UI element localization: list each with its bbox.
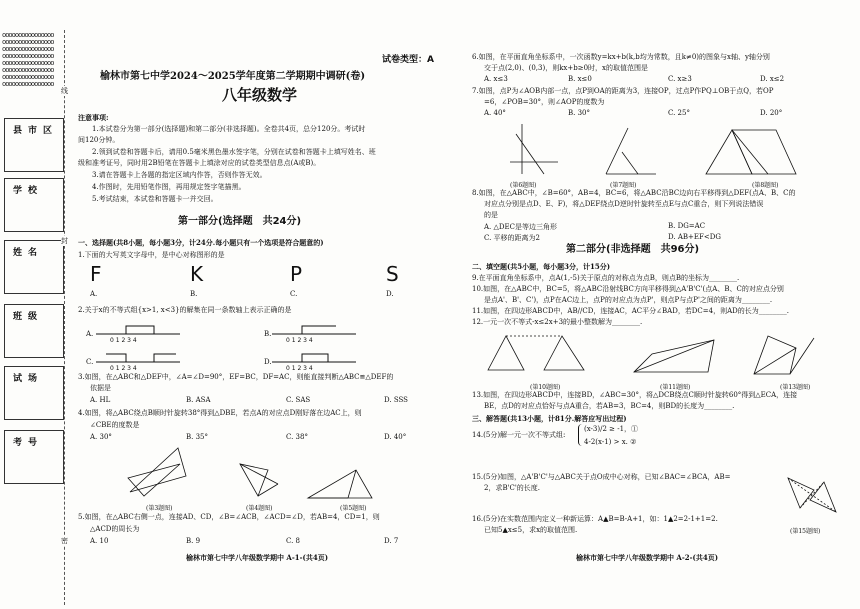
option-c[interactable]: C. 8	[286, 537, 301, 545]
figure-caption: (第8题图)	[752, 182, 779, 189]
field-room[interactable]	[4, 366, 64, 420]
note-line: 级和准考证号，同时用2B铅笔在答题卡上填涂对应的试卷类型信息点(A或B)。	[78, 159, 321, 167]
option-b[interactable]: B. 9	[186, 537, 201, 545]
binding-mark: 封	[61, 237, 68, 245]
question-1: 1.下面的大写英文字母中，是中心对称图形的是	[78, 251, 225, 259]
question-6: 6.如图，在平面直角坐标系中，一次函数y=kx+b(k,b均为常数，且k≠0)的图象与x轴、y轴分别	[472, 53, 770, 61]
question-15: 15.(5分)如图，△A'B'C'与△ABC关于点O成中心对称，已知∠BAC=∠BCA，AB=	[472, 473, 731, 481]
figure-caption: (第11题图)	[660, 384, 691, 391]
question-5-cont: △ACD的周长为	[90, 525, 140, 533]
page-footer: 榆林市第七中学八年级数学期中 A-2-(共4页)	[576, 553, 719, 562]
option-c[interactable]: C.	[86, 358, 94, 366]
section-intro: 三、解答题(共13小题，计81分.解答应写出过程)	[472, 414, 627, 423]
section-intro: 一、选择题(共8小题，每小题3分，计24分.每小题只有一个选项是符合题意的)	[78, 238, 324, 247]
question-9: 9.在平面直角坐标系中，点A(1,-5)关于原点的对称点为点B，则点B的坐标为________.	[472, 274, 740, 282]
option-d[interactable]: D.	[264, 358, 272, 366]
question-6-cont: 交于点(2,0)、(0,3)，则kx+b≥0时，x的取值范围是	[484, 64, 648, 72]
question-5: 5.如图，在△ABC右侧一点，连接AD、CD，∠B=∠ACB，∠ACD=∠D，若AB=4，CD=1，则	[78, 513, 380, 521]
question-16-cont: 已知5▲x≤5，求x的取值范围.	[484, 526, 578, 534]
field-label: 学校	[13, 186, 44, 196]
figures-6-7-8	[506, 122, 826, 178]
question-8-cont: 的是	[484, 211, 498, 219]
field-county[interactable]	[4, 118, 64, 172]
axis-ticks: 0 1 2 3 4	[286, 365, 313, 372]
option-c[interactable]: C. SAS	[286, 396, 311, 404]
note-line: 4.作图时，先用铅笔作图，再用规定签字笔描黑。	[92, 183, 246, 191]
option-d[interactable]: D. AB+EF<DG	[668, 233, 721, 241]
note-line: 5.考试结束，本试卷和答题卡一并交回。	[92, 195, 218, 203]
option-b[interactable]: B. 35°	[186, 433, 209, 441]
field-label: 姓名	[13, 248, 44, 258]
note-line: 2.领到试卷和答题卡后，请用0.5毫米黑色墨水签字笔，分别在试卷和答题卡上填写姓名、班	[92, 148, 376, 156]
letter-f: F	[90, 262, 102, 286]
question-4: 4.如图，将△ABC绕点B顺时针旋转38°得到△DBE，若点A的对应点D刚好落在边AC上，则	[78, 409, 362, 417]
option-d[interactable]: D. SSS	[384, 396, 408, 404]
question-7: 7.如图，点P为∠AOB内部一点，点P到OA的距离为3，连接OP，过点P作PQ⊥OB于点Q，若OP	[472, 87, 774, 95]
subject-title: 八年级数学	[222, 86, 298, 104]
option-c[interactable]: C. 平移的距离为2	[484, 234, 541, 242]
brace	[578, 424, 583, 446]
part1-title: 第一部分(选择题 共24分)	[178, 216, 302, 227]
question-3-cont: 依据是	[90, 384, 111, 392]
option-a[interactable]: A.	[90, 290, 98, 298]
page-footer: 榆林市第七中学八年级数学期中 A-1-(共4页)	[186, 553, 329, 562]
option-a[interactable]: A.	[86, 330, 94, 338]
option-b[interactable]: B. DG=AC	[668, 222, 706, 230]
binding-mark: 线	[61, 87, 68, 95]
axis-ticks: 0 1 2 3 4	[110, 337, 137, 344]
letter-k: K	[190, 262, 204, 286]
inequality-1: (x-3)/2 ≥ -1，①	[584, 425, 639, 433]
question-3: 3.如图，在△ABC和△DEF中，∠A=∠D=90°，EF=BC，DF=AC，则能直接判断△ABC≌△DEF的	[78, 373, 394, 381]
option-a[interactable]: A. △DEC是等边三角形	[484, 223, 557, 231]
option-b[interactable]: B.	[264, 330, 272, 338]
section-intro: 二、填空题(共5小题，每小题3分，计15分)	[472, 262, 611, 271]
question-10-cont: 是点A'、B'、C')，点P在AC边上，点P的对应点为点P'，则点P与点P'之间的距离为________.	[484, 296, 773, 304]
inequality-2: 4-2(x-1) > x. ②	[584, 438, 637, 446]
number-lines-figure	[96, 320, 526, 380]
option-b[interactable]: B. ASA	[186, 396, 211, 404]
figure-caption: (第3题图)	[146, 505, 173, 512]
binding-mark: 密	[61, 537, 68, 545]
figures-3-4-5	[120, 446, 460, 502]
question-16: 16.(5分)在实数范围内定义一种新运算：A▲B=B-A+1，如：1▲2=2-1+1=2.	[472, 515, 718, 523]
exam-type: 试卷类型：A	[382, 55, 434, 65]
question-13: 13.如图，在四边形ABCD中，连接BD，∠ABC=30°，将△DCB绕点C顺时针旋转60°得到△ECA，连接	[472, 391, 798, 399]
question-14: 14.(5分)解一元一次不等式组:	[472, 431, 566, 439]
option-a[interactable]: A. 40°	[484, 109, 506, 117]
field-label: 班级	[13, 312, 44, 322]
question-13-cont: BE，点D的对应点恰好与点A重合，若AB=3，BC=4，则BD的长度为________.	[484, 402, 735, 410]
question-10: 10.如图，在△ABC中，BC=5，将△ABC沿射线BC方向平移得到△A'B'C'(点A、B、C的对应点分别	[472, 285, 784, 293]
notes-heading: 注意事项:	[78, 113, 109, 122]
option-a[interactable]: A. x≤3	[484, 75, 508, 83]
option-d[interactable]: D. 7	[384, 537, 399, 545]
note-line: 间120分钟。	[78, 136, 120, 144]
figure-caption: (第13题图)	[780, 384, 811, 391]
option-a[interactable]: A. HL	[90, 396, 111, 404]
binding-line	[64, 30, 65, 605]
question-7-cont: =6，∠POB=30°，则∠AOP的度数为	[484, 98, 605, 106]
figure-caption: (第7题图)	[610, 182, 637, 189]
option-d[interactable]: D. x≤2	[760, 75, 785, 83]
question-4-cont: ∠CBE的度数是	[90, 421, 140, 429]
note-line: 1.本试卷分为第一部分(选择题)和第二部分(非选择题)。全卷共4页，总分120分。考试时	[92, 125, 366, 133]
field-class[interactable]	[4, 304, 64, 358]
axis-ticks: 0 1 2 3 4	[110, 365, 137, 372]
figure-caption: (第6题图)	[510, 182, 537, 189]
field-exam-number[interactable]	[4, 430, 64, 484]
figure-caption: (第10题图)	[530, 384, 561, 391]
binding-holes: oooooooooooooooo oooooooooooooooo oooooooooooooooo oooooooooooooooo oooooooooooooooo oooooooooooooooo oooooooooooooooo oooooooooooooooo	[2, 31, 54, 88]
option-a[interactable]: A. 10	[90, 537, 109, 545]
letter-s: S	[386, 262, 399, 286]
option-c[interactable]: C.	[290, 290, 298, 298]
letter-p: P	[290, 262, 303, 286]
option-c[interactable]: C. 25°	[668, 109, 690, 117]
question-15-cont: 2，求B'C'的长度.	[484, 484, 541, 492]
field-label: 试场	[13, 374, 44, 384]
option-d[interactable]: D. 40°	[384, 433, 407, 441]
field-label: 考号	[13, 438, 44, 448]
figures-10-11-13	[484, 328, 834, 380]
option-d[interactable]: D. 20°	[760, 109, 783, 117]
question-2: 2.关于x的不等式组{x>1, x<3}的解集在同一条数轴上表示正确的是	[78, 306, 292, 314]
field-name[interactable]	[4, 240, 64, 294]
field-label: 县市区	[13, 126, 59, 136]
exam-title: 榆林市第七中学2024～2025学年度第二学期期中调研(卷)	[100, 71, 366, 82]
figure-caption: (第5题图)	[340, 505, 367, 512]
option-b[interactable]: B. 30°	[568, 109, 591, 117]
option-c[interactable]: C. 38°	[286, 433, 308, 441]
figure-15	[784, 472, 844, 522]
figure-caption: (第15题图)	[790, 528, 821, 535]
option-c[interactable]: C. x≥3	[668, 75, 692, 83]
question-8: 8.如图，在△ABC中，∠B=60°，AB=4，BC=6，将△ABC沿BC边向右平移得到△DEF(点A、B、C的	[472, 189, 796, 197]
option-b[interactable]: B.	[190, 290, 198, 298]
question-8-cont: 对应点分别是点D、E、F)，将△DEF绕点D逆时针旋转至点E与点C重合，则下列说法错误	[484, 200, 764, 208]
question-11: 11.如图，在四边形ABCD中，AB//CD，连接AC，AC平分∠BAD，若DC=4，则AD的长为________.	[472, 307, 789, 315]
note-line: 3.请在答题卡上各题的指定区域内作答，否则作答无效。	[92, 171, 267, 179]
option-b[interactable]: B. x≤0	[568, 75, 592, 83]
option-a[interactable]: A. 30°	[90, 433, 112, 441]
question-12: 12.一元一次不等式-x≤2x+3的最小整数解为________.	[472, 318, 643, 326]
part2-title: 第二部分(非选择题 共96分)	[566, 244, 700, 255]
axis-ticks: 0 1 2 3 4	[286, 337, 313, 344]
option-d[interactable]: D.	[386, 290, 394, 298]
figure-caption: (第4题图)	[246, 505, 273, 512]
field-school[interactable]	[4, 178, 64, 232]
